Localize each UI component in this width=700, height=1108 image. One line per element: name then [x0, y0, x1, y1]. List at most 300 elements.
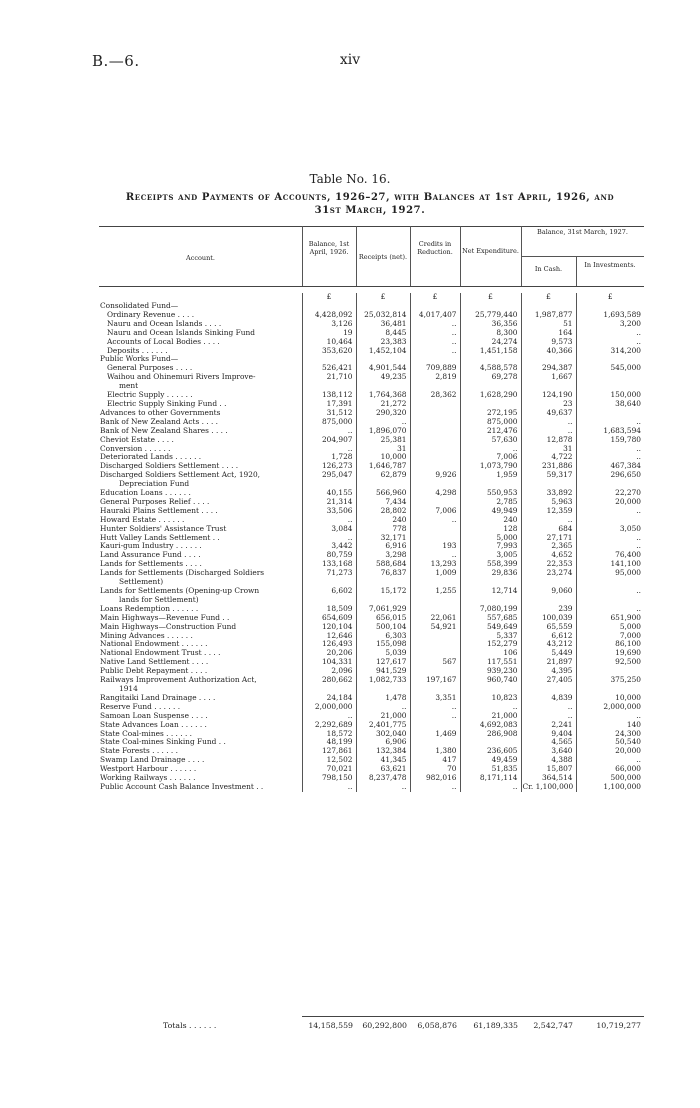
investments-cell: 50,540 — [576, 738, 644, 747]
net-exp-cell: 12,714 — [460, 587, 521, 596]
receipts-cell: 15,172 — [356, 587, 410, 596]
table-row — [99, 685, 644, 694]
cash-cell: 364,514 — [521, 774, 576, 783]
credits-cell — [410, 355, 460, 364]
cash-cell: 100,039 — [521, 614, 576, 623]
net-exp-cell: 29,836 — [460, 569, 521, 578]
balance-cell: 138,112 — [302, 391, 356, 400]
table-row — [99, 747, 644, 756]
investments-cell: 296,650 — [576, 471, 644, 480]
credits-cell — [410, 596, 460, 605]
cash-cell: 27,171 — [521, 534, 576, 543]
header-divider — [460, 226, 461, 286]
investments-cell: 7,000 — [576, 632, 644, 641]
investments-cell: 314,200 — [576, 347, 644, 356]
receipts-cell — [356, 355, 410, 364]
header-divider — [356, 226, 357, 286]
balance-cell: 353,620 — [302, 347, 356, 356]
totals-credits: 6,058,876 — [417, 1021, 457, 1030]
table-row — [99, 445, 644, 454]
credits-cell — [410, 462, 460, 471]
investments-cell: 140 — [576, 721, 644, 730]
balance-cell: 204,907 — [302, 436, 356, 445]
cash-cell — [521, 596, 576, 605]
table-row — [99, 658, 644, 667]
currency-symbol: £ — [521, 293, 576, 302]
account-name: National Endowment Trust . . . . — [100, 649, 221, 658]
investments-cell: 22,270 — [576, 489, 644, 498]
investments-cell: 1,683,594 — [576, 427, 644, 436]
receipts-cell: 62,879 — [356, 471, 410, 480]
receipts-cell — [356, 685, 410, 694]
balance-cell: 1,728 — [302, 453, 356, 462]
cash-cell: 15,807 — [521, 765, 576, 774]
investments-cell: .. — [576, 445, 644, 454]
cash-cell: 124,190 — [521, 391, 576, 400]
account-name: Rangitaiki Land Drainage . . . . — [100, 693, 216, 702]
table-row — [99, 640, 644, 649]
credits-cell: 197,167 — [410, 676, 460, 685]
account-name: General Purposes . . . . — [107, 364, 193, 373]
table-row — [99, 551, 644, 560]
table-title-line1: Receipts and Payments of Accounts, 1926–27, with Balances at 1st April, 1926, and — [125, 192, 615, 203]
accounts-table — [99, 302, 644, 792]
table-row — [99, 418, 644, 427]
net-exp-cell — [460, 596, 521, 605]
receipts-cell — [356, 480, 410, 489]
credits-cell — [410, 578, 460, 587]
balance-cell: 18,572 — [302, 730, 356, 739]
net-exp-cell: 8,171,114 — [460, 774, 521, 783]
balance-cell: 798,150 — [302, 774, 356, 783]
cash-cell: 1,667 — [521, 373, 576, 382]
credits-cell: 22,061 — [410, 614, 460, 623]
totals-receipts: 60,292,800 — [362, 1021, 407, 1030]
account-name: Public Debt Repayment . . . . — [100, 667, 208, 676]
investments-cell — [576, 382, 644, 391]
net-exp-cell: 7,080,199 — [460, 605, 521, 614]
net-exp-cell — [460, 302, 521, 311]
account-name: Discharged Soldiers Settlement . . . . — [100, 462, 239, 471]
net-exp-cell: .. — [460, 703, 521, 712]
investments-cell: .. — [576, 534, 644, 543]
balance-cell: .. — [302, 445, 356, 454]
account-name: Deteriorated Lands . . . . . . — [100, 453, 202, 462]
table-row — [99, 462, 644, 471]
credits-cell — [410, 436, 460, 445]
balance-cell: 2,096 — [302, 667, 356, 676]
cash-cell: 22,353 — [521, 560, 576, 569]
account-name: Lands for Settlements . . . . — [100, 560, 202, 569]
table-row — [99, 676, 644, 685]
receipts-cell: 32,171 — [356, 534, 410, 543]
credits-cell: .. — [410, 320, 460, 329]
account-name: Electric Supply . . . . . . — [107, 391, 193, 400]
balance-cell: 875,000 — [302, 418, 356, 427]
currency-symbol: £ — [576, 293, 644, 302]
credits-cell: .. — [410, 347, 460, 356]
cash-cell: 6,612 — [521, 632, 576, 641]
net-exp-cell — [460, 355, 521, 364]
table-row — [99, 756, 644, 765]
account-name: Education Loans . . . . . . — [100, 489, 191, 498]
cash-cell: 239 — [521, 605, 576, 614]
credits-cell: 1,255 — [410, 587, 460, 596]
receipts-cell: 21,000 — [356, 712, 410, 721]
investments-cell: 545,000 — [576, 364, 644, 373]
table-row — [99, 542, 644, 551]
investments-cell — [576, 516, 644, 525]
account-name: Settlement) — [119, 578, 164, 587]
credits-cell: 567 — [410, 658, 460, 667]
header-subrule — [521, 256, 644, 257]
investments-cell: 20,000 — [576, 498, 644, 507]
cash-cell: 2,241 — [521, 721, 576, 730]
investments-cell — [576, 355, 644, 364]
net-exp-cell: 272,195 — [460, 409, 521, 418]
investments-cell: 141,100 — [576, 560, 644, 569]
totals-balance: 14,158,559 — [308, 1021, 353, 1030]
balance-cell: .. — [302, 427, 356, 436]
receipts-cell: 656,015 — [356, 614, 410, 623]
account-name: Main Highways—Construction Fund — [100, 622, 237, 631]
table-row — [99, 516, 644, 525]
balance-cell: .. — [302, 516, 356, 525]
balance-cell: 133,168 — [302, 560, 356, 569]
credits-cell — [410, 649, 460, 658]
balance-cell: 526,421 — [302, 364, 356, 373]
account-name: Electric Supply Sinking Fund . . — [107, 399, 227, 408]
cash-cell: 12,359 — [521, 507, 576, 516]
table-row — [99, 436, 644, 445]
cash-cell: 4,395 — [521, 667, 576, 676]
balance-cell: .. — [302, 534, 356, 543]
investments-cell: .. — [576, 329, 644, 338]
balance-cell: 19 — [302, 329, 356, 338]
investments-cell — [576, 302, 644, 311]
header-bottom-rule — [99, 286, 644, 287]
account-name: Mining Advances . . . . . . — [100, 631, 193, 640]
credits-cell — [410, 667, 460, 676]
cash-cell: 23 — [521, 400, 576, 409]
net-exp-cell: 152,279 — [460, 640, 521, 649]
investments-cell: .. — [576, 712, 644, 721]
balance-cell: 17,391 — [302, 400, 356, 409]
investments-cell: 20,000 — [576, 747, 644, 756]
account-name: Hutt Valley Lands Settlement . . — [100, 533, 220, 542]
cash-cell: .. — [521, 427, 576, 436]
balance-cell: 127,861 — [302, 747, 356, 756]
header-divider — [410, 226, 411, 286]
investments-cell: 92,500 — [576, 658, 644, 667]
cash-cell: 9,060 — [521, 587, 576, 596]
report-reference: B.—6. — [92, 52, 140, 70]
cash-cell: 3,640 — [521, 747, 576, 756]
account-name: Howard Estate . . . . . . — [100, 515, 185, 524]
receipts-cell: 6,916 — [356, 542, 410, 551]
investments-cell — [576, 409, 644, 418]
account-name: Native Land Settlement . . . . — [100, 658, 209, 667]
cash-cell: .. — [521, 418, 576, 427]
receipts-cell: 1,896,070 — [356, 427, 410, 436]
receipts-cell: 6,906 — [356, 738, 410, 747]
account-name: Bank of New Zealand Acts . . . . — [100, 417, 219, 426]
net-exp-cell: 2,785 — [460, 498, 521, 507]
receipts-cell: 290,320 — [356, 409, 410, 418]
account-name: Nauru and Ocean Islands . . . . — [107, 319, 222, 328]
investments-cell: 3,200 — [576, 320, 644, 329]
net-exp-cell: 21,000 — [460, 712, 521, 721]
account-name: Bank of New Zealand Shares . . . . — [100, 426, 228, 435]
account-name: Main Highways—Revenue Fund . . — [100, 613, 230, 622]
balance-cell: 3,126 — [302, 320, 356, 329]
table-row — [99, 382, 644, 391]
receipts-cell: 500,104 — [356, 623, 410, 632]
credits-cell — [410, 685, 460, 694]
credits-cell: 2,819 — [410, 373, 460, 382]
investments-cell: .. — [576, 453, 644, 462]
cash-cell: .. — [521, 703, 576, 712]
receipts-cell: 49,235 — [356, 373, 410, 382]
cash-cell: 4,839 — [521, 694, 576, 703]
table-row — [99, 525, 644, 534]
table-row — [99, 364, 644, 373]
investments-cell: 5,000 — [576, 623, 644, 632]
table-row — [99, 694, 644, 703]
cash-cell: .. — [521, 712, 576, 721]
table-row — [99, 765, 644, 774]
table-row — [99, 783, 644, 792]
balance-cell: 3,442 — [302, 542, 356, 551]
receipts-cell — [356, 382, 410, 391]
balance-cell: 20,206 — [302, 649, 356, 658]
credits-cell: .. — [410, 551, 460, 560]
table-row — [99, 703, 644, 712]
receipts-cell: 1,478 — [356, 694, 410, 703]
credits-cell: .. — [410, 516, 460, 525]
cash-cell: 9,404 — [521, 730, 576, 739]
credits-cell: 7,006 — [410, 507, 460, 516]
investments-cell: 3,050 — [576, 525, 644, 534]
net-exp-cell: 7,993 — [460, 542, 521, 551]
account-name: Conversion . . . . . . — [100, 444, 171, 453]
credits-cell — [410, 605, 460, 614]
credits-cell: 1,380 — [410, 747, 460, 756]
receipts-cell: 1,452,104 — [356, 347, 410, 356]
balance-cell — [302, 578, 356, 587]
account-name: Land Assurance Fund . . . . — [100, 551, 201, 560]
account-name: General Purposes Relief . . . . — [100, 497, 210, 506]
credits-cell — [410, 498, 460, 507]
col-header-credits: Credits in Reduction. — [417, 240, 453, 256]
investments-cell: .. — [576, 605, 644, 614]
investments-cell — [576, 596, 644, 605]
cash-cell: 164 — [521, 329, 576, 338]
credits-cell — [410, 525, 460, 534]
credits-cell: 4,298 — [410, 489, 460, 498]
investments-cell: .. — [576, 756, 644, 765]
account-name: State Coal-mines Sinking Fund . . — [100, 738, 226, 747]
table-row — [99, 596, 644, 605]
net-exp-cell: 286,908 — [460, 730, 521, 739]
balance-cell: 126,493 — [302, 640, 356, 649]
table-row — [99, 338, 644, 347]
table-row — [99, 667, 644, 676]
account-name: Public Account Cash Balance Investment . . — [100, 782, 264, 791]
col-header-investments: In Investments. — [584, 261, 636, 269]
account-name: Reserve Fund . . . . . . — [100, 702, 181, 711]
totals-label: Totals . . . . . . — [163, 1021, 217, 1030]
investments-cell: 375,250 — [576, 676, 644, 685]
balance-cell: 33,506 — [302, 507, 356, 516]
net-exp-cell: 1,959 — [460, 471, 521, 480]
cash-cell: 5,963 — [521, 498, 576, 507]
credits-cell: .. — [410, 712, 460, 721]
balance-cell — [302, 382, 356, 391]
balance-cell: 24,184 — [302, 694, 356, 703]
net-exp-cell: 557,685 — [460, 614, 521, 623]
receipts-cell: 778 — [356, 525, 410, 534]
credits-cell — [410, 632, 460, 641]
cash-cell: 4,565 — [521, 738, 576, 747]
cash-cell: .. — [521, 516, 576, 525]
cash-cell: 2,365 — [521, 542, 576, 551]
credits-cell — [410, 418, 460, 427]
balance-cell — [302, 355, 356, 364]
cash-cell — [521, 685, 576, 694]
cash-cell: 40,366 — [521, 347, 576, 356]
investments-cell — [576, 667, 644, 676]
cash-cell: 4,722 — [521, 453, 576, 462]
net-exp-cell: 960,740 — [460, 676, 521, 685]
net-exp-cell: 24,274 — [460, 338, 521, 347]
table-row — [99, 578, 644, 587]
currency-symbol: £ — [460, 293, 521, 302]
receipts-cell — [356, 302, 410, 311]
receipts-cell: 8,445 — [356, 329, 410, 338]
credits-cell: 709,889 — [410, 364, 460, 373]
credits-cell — [410, 738, 460, 747]
cash-cell: 33,892 — [521, 489, 576, 498]
receipts-cell: 7,434 — [356, 498, 410, 507]
investments-cell: 467,384 — [576, 462, 644, 471]
table-row — [99, 534, 644, 543]
net-exp-cell — [460, 685, 521, 694]
balance-cell: 126,273 — [302, 462, 356, 471]
col-header-account: Account. — [186, 254, 215, 262]
account-name: Ordinary Revenue . . . . — [107, 310, 195, 319]
net-exp-cell — [460, 400, 521, 409]
credits-cell — [410, 382, 460, 391]
balance-cell: 10,464 — [302, 338, 356, 347]
credits-cell: 417 — [410, 756, 460, 765]
receipts-cell: 1,082,733 — [356, 676, 410, 685]
net-exp-cell: 558,399 — [460, 560, 521, 569]
net-exp-cell: 57,630 — [460, 436, 521, 445]
table-row — [99, 320, 644, 329]
receipts-cell: 240 — [356, 516, 410, 525]
investments-cell — [576, 373, 644, 382]
investments-cell: 10,000 — [576, 694, 644, 703]
investments-cell: 150,000 — [576, 391, 644, 400]
account-name: Waihou and Ohinemuri Rivers Improve- — [107, 373, 256, 382]
net-exp-cell: 4,692,083 — [460, 721, 521, 730]
table-row — [99, 347, 644, 356]
receipts-cell: 28,802 — [356, 507, 410, 516]
cash-cell — [521, 302, 576, 311]
receipts-cell: 7,061,929 — [356, 605, 410, 614]
account-name: Depreciation Fund — [119, 480, 190, 489]
investments-cell: 95,000 — [576, 569, 644, 578]
net-exp-cell — [460, 382, 521, 391]
balance-cell: 654,609 — [302, 614, 356, 623]
receipts-cell: 25,381 — [356, 436, 410, 445]
receipts-cell — [356, 578, 410, 587]
table-row — [99, 498, 644, 507]
table-row — [99, 730, 644, 739]
credits-cell: 4,017,407 — [410, 311, 460, 320]
balance-cell: 21,710 — [302, 373, 356, 382]
credits-cell — [410, 480, 460, 489]
table-row — [99, 623, 644, 632]
cash-cell: Cr. 1,100,000 — [521, 783, 576, 792]
credits-cell: 193 — [410, 542, 460, 551]
net-exp-cell: 939,230 — [460, 667, 521, 676]
table-row — [99, 489, 644, 498]
receipts-cell: 155,098 — [356, 640, 410, 649]
cash-cell: 5,449 — [521, 649, 576, 658]
receipts-cell: 25,032,814 — [356, 311, 410, 320]
cash-cell: 9,573 — [521, 338, 576, 347]
net-exp-cell: 5,337 — [460, 632, 521, 641]
balance-cell: .. — [302, 712, 356, 721]
credits-cell: 54,921 — [410, 623, 460, 632]
investments-cell: 24,300 — [576, 730, 644, 739]
balance-cell — [302, 596, 356, 605]
table-row — [99, 632, 644, 641]
header-divider — [576, 256, 577, 286]
currency-symbol: £ — [410, 293, 460, 302]
net-exp-cell: 36,356 — [460, 320, 521, 329]
investments-cell: .. — [576, 418, 644, 427]
balance-cell: 3,084 — [302, 525, 356, 534]
receipts-cell: 8,237,478 — [356, 774, 410, 783]
cash-cell: 4,652 — [521, 551, 576, 560]
investments-cell: 1,693,589 — [576, 311, 644, 320]
account-name: Public Works Fund— — [100, 355, 179, 364]
credits-cell: 1,469 — [410, 730, 460, 739]
net-exp-cell: 3,005 — [460, 551, 521, 560]
net-exp-cell: 240 — [460, 516, 521, 525]
cash-cell: 231,886 — [521, 462, 576, 471]
investments-cell — [576, 578, 644, 587]
cash-cell — [521, 480, 576, 489]
investments-cell — [576, 480, 644, 489]
account-name: Deposits . . . . . . — [107, 346, 168, 355]
net-exp-cell: 5,000 — [460, 534, 521, 543]
account-name: Westport Harbour . . . . . . — [100, 765, 197, 774]
totals-top-rule — [302, 1016, 644, 1017]
net-exp-cell: 549,649 — [460, 623, 521, 632]
credits-cell: .. — [410, 703, 460, 712]
net-exp-cell — [460, 578, 521, 587]
receipts-cell — [356, 596, 410, 605]
receipts-cell: 1,646,787 — [356, 462, 410, 471]
account-name: Kauri-gum Industry . . . . . . — [100, 542, 202, 551]
table-row — [99, 480, 644, 489]
receipts-cell: .. — [356, 703, 410, 712]
credits-cell — [410, 445, 460, 454]
